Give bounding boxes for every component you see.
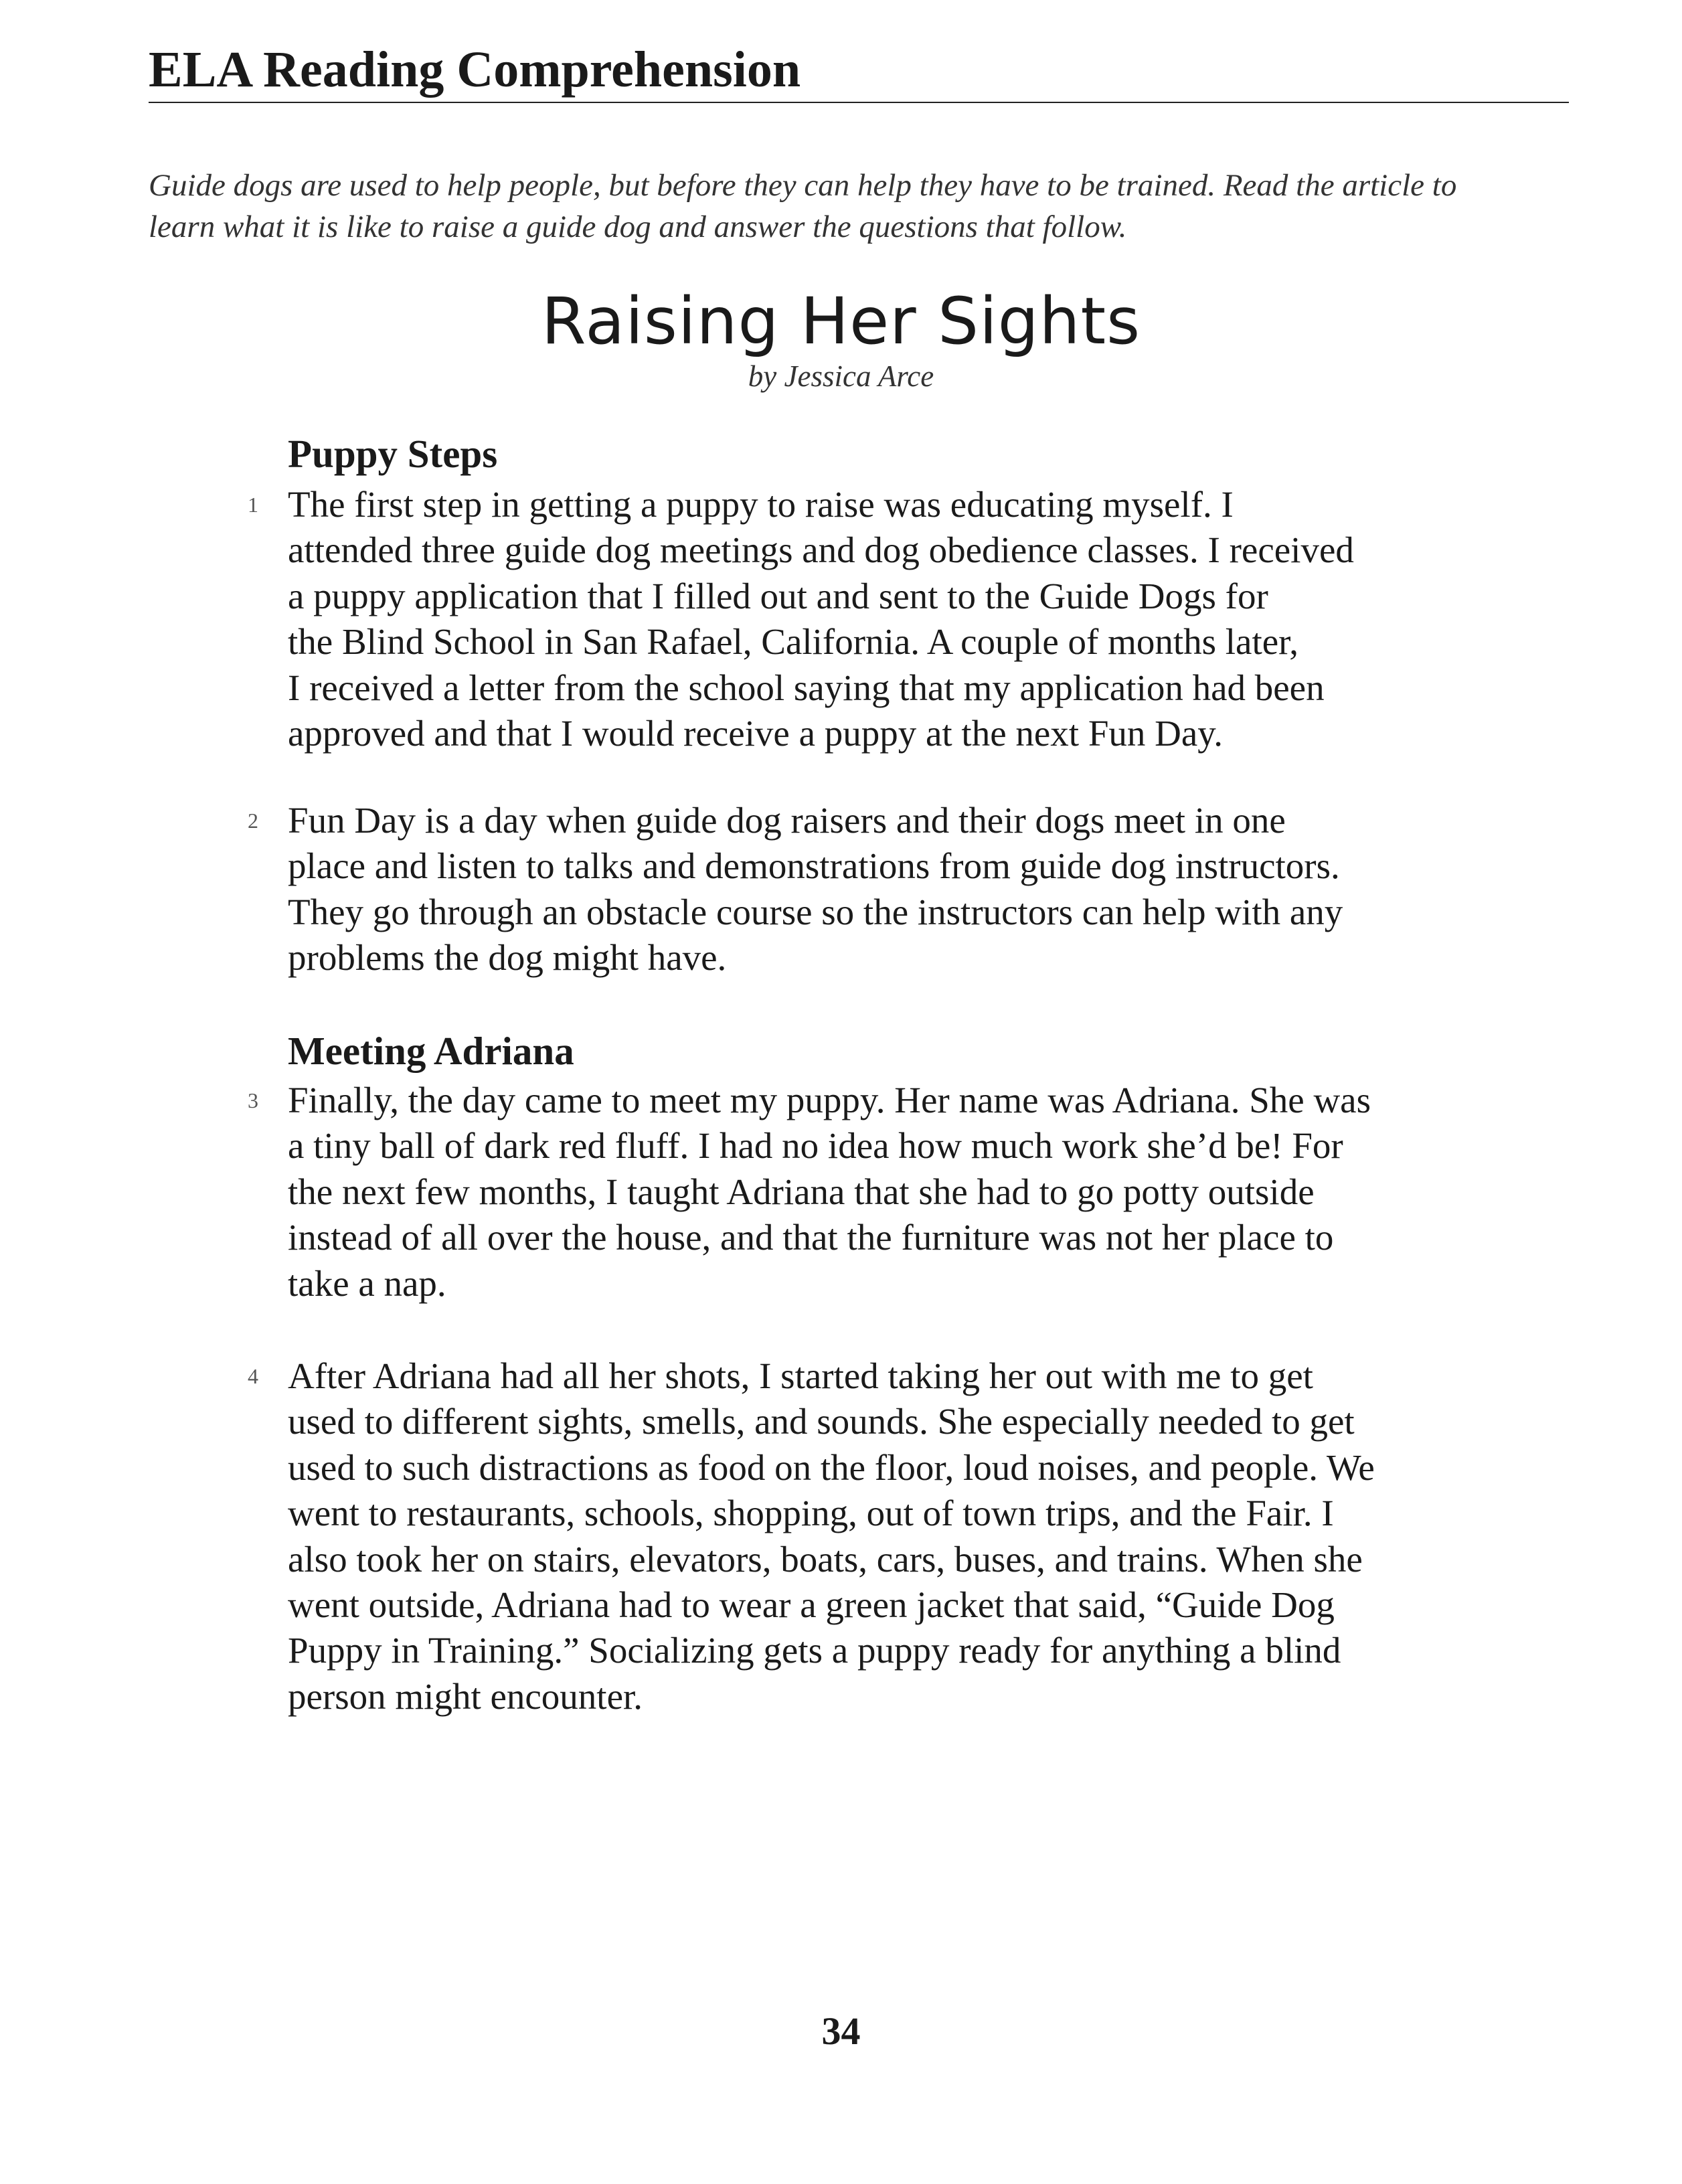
paragraph-line: also took her on stairs, elevators, boats, cars, buses, and trains. When she — [288, 1538, 1363, 1580]
intro-line: Guide dogs are used to help people, but before they can help they have to be trained. Read the article to — [149, 168, 1457, 203]
intro-text — [149, 165, 1569, 248]
paragraph-line: the next few months, I taught Adriana that she had to go potty outside — [288, 1171, 1315, 1212]
paragraph-line: a puppy application that I filled out and sent to the Guide Dogs for — [288, 575, 1268, 616]
paragraph-line: Fun Day is a day when guide dog raisers and their dogs meet in one — [288, 800, 1286, 841]
paragraph-line: place and listen to talks and demonstrations from guide dog instructors. — [288, 845, 1340, 887]
paragraph-line: a tiny ball of dark red fluff. I had no idea how much work she’d be! For — [288, 1125, 1343, 1167]
paragraph-line: After Adriana had all her shots, I started taking her out with me to get — [288, 1355, 1313, 1396]
paragraph-line: Finally, the day came to meet my puppy. Her name was Adriana. She was — [288, 1080, 1371, 1120]
paragraph-line: Puppy in Training.” Socializing gets a puppy ready for anything a blind — [288, 1630, 1341, 1671]
section-heading-meeting-adriana: Meeting Adriana — [288, 1029, 574, 1073]
paragraph-line: The first step in getting a puppy to raise was educating myself. I — [288, 484, 1234, 525]
paragraph-line: problems the dog might have. — [288, 937, 727, 979]
paragraph-line: I received a letter from the school saying that my application had been — [288, 667, 1325, 708]
paragraph-line: instead of all over the house, and that the furniture was not her place to — [288, 1217, 1334, 1258]
paragraph-number: 2 — [248, 809, 258, 833]
paragraph-line: used to such distractions as food on the floor, loud noises, and people. We — [288, 1446, 1375, 1488]
paragraph-line: used to different sights, smells, and sounds. She especially needed to get — [288, 1401, 1355, 1442]
page-number: 34 — [821, 2009, 861, 2053]
paragraph-line: approved and that I would receive a puppy at the next Fun Day. — [288, 713, 1223, 754]
article-title: Raising Her Sights — [541, 284, 1141, 359]
paragraph-line: attended three guide dog meetings and dog obedience classes. I received — [288, 529, 1354, 571]
page-title: ELA Reading Comprehension — [149, 41, 801, 98]
paragraph-line: went outside, Adriana had to wear a green jacket that said, “Guide Dog — [288, 1584, 1335, 1626]
page-header — [149, 41, 1569, 103]
paragraph-number: 1 — [248, 493, 258, 517]
paragraph-line: They go through an obstacle course so the instructors can help with any — [288, 891, 1343, 932]
paragraph-line: take a nap. — [288, 1262, 446, 1304]
paragraph-number: 4 — [248, 1364, 258, 1388]
paragraph-2 — [288, 798, 1426, 981]
paragraph-line: went to restaurants, schools, shopping, out of town trips, and the Fair. I — [288, 1493, 1334, 1534]
paragraph-4 — [288, 1353, 1426, 1719]
paragraph-line: person might encounter. — [288, 1675, 643, 1717]
paragraph-line: the Blind School in San Rafael, California. A couple of months later, — [288, 621, 1299, 663]
section-heading-puppy-steps: Puppy Steps — [288, 432, 498, 476]
paragraph-number: 3 — [248, 1088, 258, 1112]
paragraph-1 — [288, 482, 1426, 756]
article-byline: by Jessica Arce — [748, 359, 934, 393]
paragraph-3 — [288, 1078, 1426, 1307]
intro-line: learn what it is like to raise a guide dog and answer the questions that follow. — [149, 209, 1127, 244]
